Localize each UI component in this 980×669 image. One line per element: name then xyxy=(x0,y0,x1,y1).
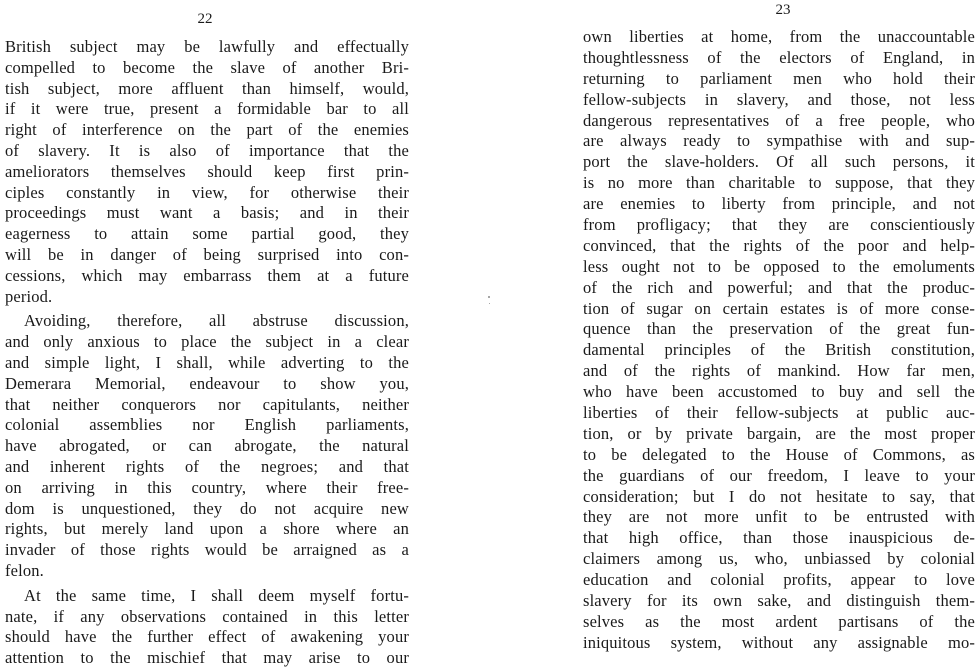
paragraph xyxy=(5,586,409,669)
text-line: from profligacy; that they are conscientiously xyxy=(583,215,975,235)
text-line: right of interference on the part of the enemies xyxy=(5,120,409,140)
text-line: own liberties at home, from the unaccountable xyxy=(583,27,975,46)
text-line: dom is unquestioned, they do not acquire new xyxy=(5,498,409,518)
right-page xyxy=(578,0,980,669)
text-line: claimers among us, who, unbiassed by colonial xyxy=(583,549,975,569)
text-line: have abrogated, or can abrogate, the natural xyxy=(5,436,409,456)
text-line: British subject may be lawfully and effectually xyxy=(5,37,409,56)
text-line: to be delegated to the House of Commons, as xyxy=(583,444,975,464)
text-line: At the same time, I shall deem myself fortu- xyxy=(24,585,409,605)
text-line: liberties of their fellow-subjects at public auc- xyxy=(583,403,975,423)
text-line: quence than the preservation of the great fun- xyxy=(583,319,975,339)
text-line: and of the rights of mankind. How far men, xyxy=(583,361,975,381)
paragraph xyxy=(5,37,409,307)
text-line: attention to the mischief that may arise to our xyxy=(5,648,409,668)
text-line: nate, if any observations contained in this letter xyxy=(5,606,409,626)
text-line: convinced, that the rights of the poor and help- xyxy=(583,235,975,255)
text-line: invader of those rights would be arraigned as a xyxy=(5,540,409,560)
text-line: tish subject, more affluent than himself, would, xyxy=(5,78,409,98)
text-line: port the slave-holders. Of all such persons, it xyxy=(583,152,975,172)
page-text xyxy=(583,27,975,654)
text-line: Avoiding, therefore, all abstruse discussion, xyxy=(24,311,409,331)
text-line: the guardians of our freedom, I leave to your xyxy=(583,465,975,485)
text-line: Demerara Memorial, endeavour to show you, xyxy=(5,373,409,393)
text-line: fellow-subjects in slavery, and those, not less xyxy=(583,89,975,109)
text-line: selves as the most ardent partisans of the xyxy=(583,611,975,631)
text-line: felon. xyxy=(5,560,44,580)
text-line: proceedings must want a basis; and in their xyxy=(5,203,409,223)
text-line: that neither conquerors nor capitulants, neither xyxy=(5,394,409,414)
text-line: education and colonial profits, appear to love xyxy=(583,570,975,590)
text-line: thoughtlessness of the electors of England, in xyxy=(583,47,975,67)
text-line: if it were true, present a formidable bar to all xyxy=(5,99,409,119)
text-line: will be in danger of being surprised into con- xyxy=(5,244,409,264)
text-line: iniquitous system, without any assignable mo- xyxy=(583,632,975,652)
text-line: should have the further effect of awakening your xyxy=(5,627,409,647)
text-line: and only anxious to place the subject in a clear xyxy=(5,332,409,352)
text-line: are enemies to liberty from principle, and not xyxy=(583,194,975,214)
text-line: and inherent rights of the negroes; and that xyxy=(5,456,409,476)
text-line: compelled to become the slave of another Bri- xyxy=(5,57,409,77)
text-line: consideration; but I do not hesitate to say, that xyxy=(583,486,975,506)
text-line: tion of sugar on certain estates is of more conse- xyxy=(583,298,975,318)
text-line: eagerness to attain some partial good, they xyxy=(5,224,409,244)
text-line: they are not more unfit to be entrusted with xyxy=(583,507,975,527)
text-line: who have been accustomed to buy and sell the xyxy=(583,382,975,402)
text-line: damental principles of the British constitution, xyxy=(583,340,975,360)
paragraph xyxy=(5,311,409,581)
text-line: ciples constantly in view, for otherwise their xyxy=(5,182,409,202)
page-number: 22 xyxy=(197,11,213,27)
text-line: ameliorators themselves should keep first prin- xyxy=(5,161,409,181)
page-number: 23 xyxy=(775,2,791,18)
ink-speck xyxy=(489,303,490,304)
text-line: returning to parliament men who hold their xyxy=(583,68,975,88)
text-line: colonial assemblies nor English parliaments, xyxy=(5,415,409,435)
page-text xyxy=(5,37,409,669)
text-line: that high office, than those inauspicious de- xyxy=(583,528,975,548)
text-line: and simple light, I shall, while adverting to the xyxy=(5,352,409,372)
text-line: of the rich and powerful; and that the produc- xyxy=(583,277,975,297)
text-line: less ought not to be opposed to the emoluments xyxy=(583,256,975,276)
text-line: dangerous representatives of a free people, who xyxy=(583,110,975,130)
text-line: is no more than charitable to suppose, that they xyxy=(583,173,975,193)
text-line: are always ready to sympathise with and sup- xyxy=(583,131,975,151)
text-line: rights, but merely land upon a shore where an xyxy=(5,519,409,539)
text-line: cessions, which may embarrass them at a future xyxy=(5,265,409,285)
text-line: slavery for its own sake, and distinguish them- xyxy=(583,591,975,611)
text-line: of slavery. It is also of importance that the xyxy=(5,140,409,160)
paragraph xyxy=(583,27,975,654)
text-line: on arriving in this country, where their free- xyxy=(5,477,409,497)
left-page xyxy=(0,0,412,669)
ink-speck xyxy=(488,296,490,298)
text-line: period. xyxy=(5,286,53,306)
text-line: tion, or by private bargain, are the most proper xyxy=(583,423,975,443)
